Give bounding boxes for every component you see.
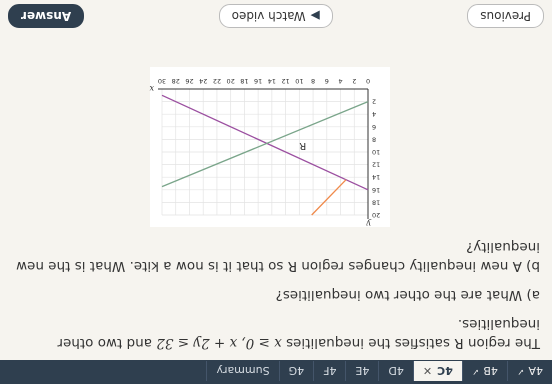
tab-label: 4F [323,364,337,378]
tab-summary[interactable] [206,361,278,381]
tab-label: 4E [355,364,370,378]
tab-bar [0,360,552,384]
x-tick-label: 30 [157,77,167,85]
tab-4c[interactable] [413,361,462,381]
y-tick-label: 16 [372,185,381,194]
graph-svg [150,67,390,227]
y-tick-label: 6 [372,122,377,131]
x-tick-label: 14 [267,77,277,85]
question-content [10,67,540,352]
x-tick-label: 8 [310,77,316,85]
answer-label: Answer [21,9,72,23]
intro-text: The region R satisfies the inequalities [286,335,540,351]
y-tick-label: 4 [372,110,377,119]
tab-4d[interactable] [378,361,412,381]
x-tick-label: 0 [365,77,371,85]
tab-4g[interactable] [279,361,314,381]
tab-label: Summary [216,364,270,378]
x-tick-label: 18 [240,77,249,85]
y-tick-label: 10 [372,148,381,156]
x-tick-label: 16 [253,77,263,85]
y-axis-label: y [366,219,371,228]
y-tick-label: 18 [372,198,381,207]
x-tick-label: 6 [324,77,329,85]
tab-label: 4G [288,364,305,378]
x-tick-label: 2 [352,77,357,85]
y-tick-label: 8 [372,135,377,144]
answer-button[interactable] [8,4,84,28]
x-tick-label: 12 [281,77,290,85]
tab-label: 4B [483,364,498,378]
tab-4f[interactable] [313,361,345,381]
inequality-math: x ≥ 0, x + 2y ≤ 32 [156,335,282,351]
graph [150,67,390,227]
region-label: R [299,140,307,152]
y-tick-label: 2 [372,97,377,106]
previous-label: Previous [480,9,531,23]
close-icon[interactable]: ✕ [422,364,433,378]
tab-label: 4A [528,364,543,378]
tab-4e[interactable] [345,361,378,381]
tab-label: 4C [437,364,453,378]
chevron-down-icon: ✓ [471,366,480,376]
watch-video-label: Watch video [231,9,306,23]
x-tick-label: 28 [171,77,180,85]
x-tick-label: 20 [226,77,235,85]
y-tick-label: 20 [372,211,381,219]
chevron-down-icon: ✓ [516,366,525,376]
video-icon: ▶ [310,9,320,23]
x-tick-label: 26 [185,77,194,85]
x-tick-label: 22 [212,77,222,85]
intro-tail-text: and two other inequalities. [57,316,540,351]
x-tick-label: 4 [338,77,343,85]
question-intro [10,314,540,352]
x-tick-label: 10 [295,77,304,85]
x-axis-label: x [149,84,154,93]
tab-4b[interactable] [462,361,507,381]
y-tick-label: 12 [372,160,381,169]
y-tick-label: 14 [372,173,381,182]
previous-button[interactable] [467,4,544,28]
tab-label: 4D [388,364,404,378]
part-a: a) What are the other two inequalities? [275,287,540,303]
x-tick-label: 24 [199,77,208,85]
watch-video-button[interactable] [219,4,333,28]
tab-4a[interactable] [507,361,552,381]
part-b: b) A new inequality changes region R so that it is now a kite. What is the new inequality? [16,239,540,274]
footer [8,4,544,28]
